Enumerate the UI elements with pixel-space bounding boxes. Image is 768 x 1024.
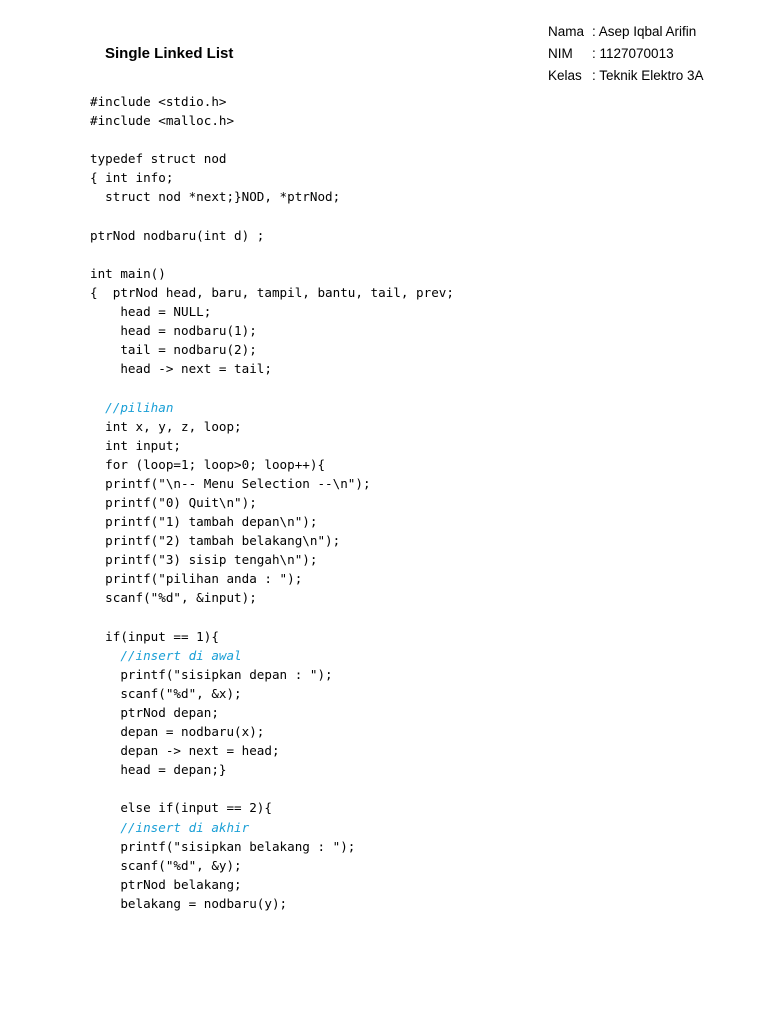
name-label: Nama	[548, 24, 585, 39]
student-name-row	[548, 21, 704, 43]
code-line: printf("2) tambah belakang\n");	[90, 533, 341, 549]
code-line: printf("1) tambah depan\n");	[90, 514, 318, 530]
code-line: printf("sisipkan depan : ");	[90, 666, 333, 682]
code-comment-line: //pilihan	[90, 399, 174, 415]
class-label: Kelas	[548, 68, 582, 83]
code-line: printf("pilihan anda : ");	[90, 571, 303, 587]
code-listing	[90, 92, 454, 913]
code-line	[90, 245, 454, 264]
code-line: int input;	[90, 437, 181, 453]
code-line: scanf("%d", &x);	[90, 685, 242, 701]
code-line	[90, 207, 454, 226]
code-line: head = nodbaru(1);	[90, 323, 257, 339]
code-line: scanf("%d", &input);	[90, 590, 257, 606]
code-line: #include <malloc.h>	[90, 113, 235, 129]
code-line: { int info;	[90, 170, 174, 186]
code-line: head -> next = tail;	[90, 361, 272, 377]
code-line: ptrNod depan;	[90, 705, 219, 720]
code-line: #include <stdio.h>	[90, 94, 227, 109]
code-line: printf("sisipkan belakang : ");	[90, 838, 356, 854]
code-comment-line: //insert di awal	[90, 647, 242, 663]
code-line: belakang = nodbaru(y);	[90, 895, 288, 911]
code-line	[90, 779, 454, 798]
code-line: tail = nodbaru(2);	[90, 342, 257, 358]
code-line: ptrNod nodbaru(int d) ;	[90, 227, 265, 243]
code-line: else if(input == 2){	[90, 800, 272, 816]
code-comment-line: //insert di akhir	[90, 819, 250, 835]
code-line: if(input == 1){	[90, 628, 219, 644]
code-line: head = depan;}	[90, 762, 227, 778]
code-line	[90, 608, 454, 627]
code-line: depan -> next = head;	[90, 743, 280, 759]
code-line: printf("0) Quit\n");	[90, 494, 257, 510]
student-class-row	[548, 65, 704, 87]
code-line: for (loop=1; loop>0; loop++){	[90, 456, 326, 472]
code-line: depan = nodbaru(x);	[90, 724, 265, 740]
page-title: Single Linked List	[105, 45, 234, 62]
code-line: struct nod *next;}NOD, *ptrNod;	[90, 189, 341, 205]
code-line: int x, y, z, loop;	[90, 418, 242, 434]
code-line: printf("\n-- Menu Selection --\n");	[90, 475, 371, 491]
code-line	[90, 378, 454, 397]
code-line: printf("3) sisip tengah\n");	[90, 552, 318, 568]
code-line	[90, 130, 454, 149]
code-line: int main()	[90, 265, 166, 281]
code-line: head = NULL;	[90, 304, 212, 320]
code-line: ptrNod belakang;	[90, 876, 242, 892]
class-value: : Teknik Elektro 3A	[592, 68, 704, 83]
code-line: typedef struct nod	[90, 151, 227, 167]
name-value: : Asep Iqbal Arifin	[592, 24, 697, 39]
nim-value: : 1127070013	[592, 46, 674, 61]
code-line: { ptrNod head, baru, tampil, bantu, tail, prev;	[90, 284, 454, 300]
student-info	[548, 21, 704, 87]
nim-label: NIM	[548, 46, 573, 61]
code-line: scanf("%d", &y);	[90, 857, 242, 873]
student-nim-row	[548, 43, 704, 65]
